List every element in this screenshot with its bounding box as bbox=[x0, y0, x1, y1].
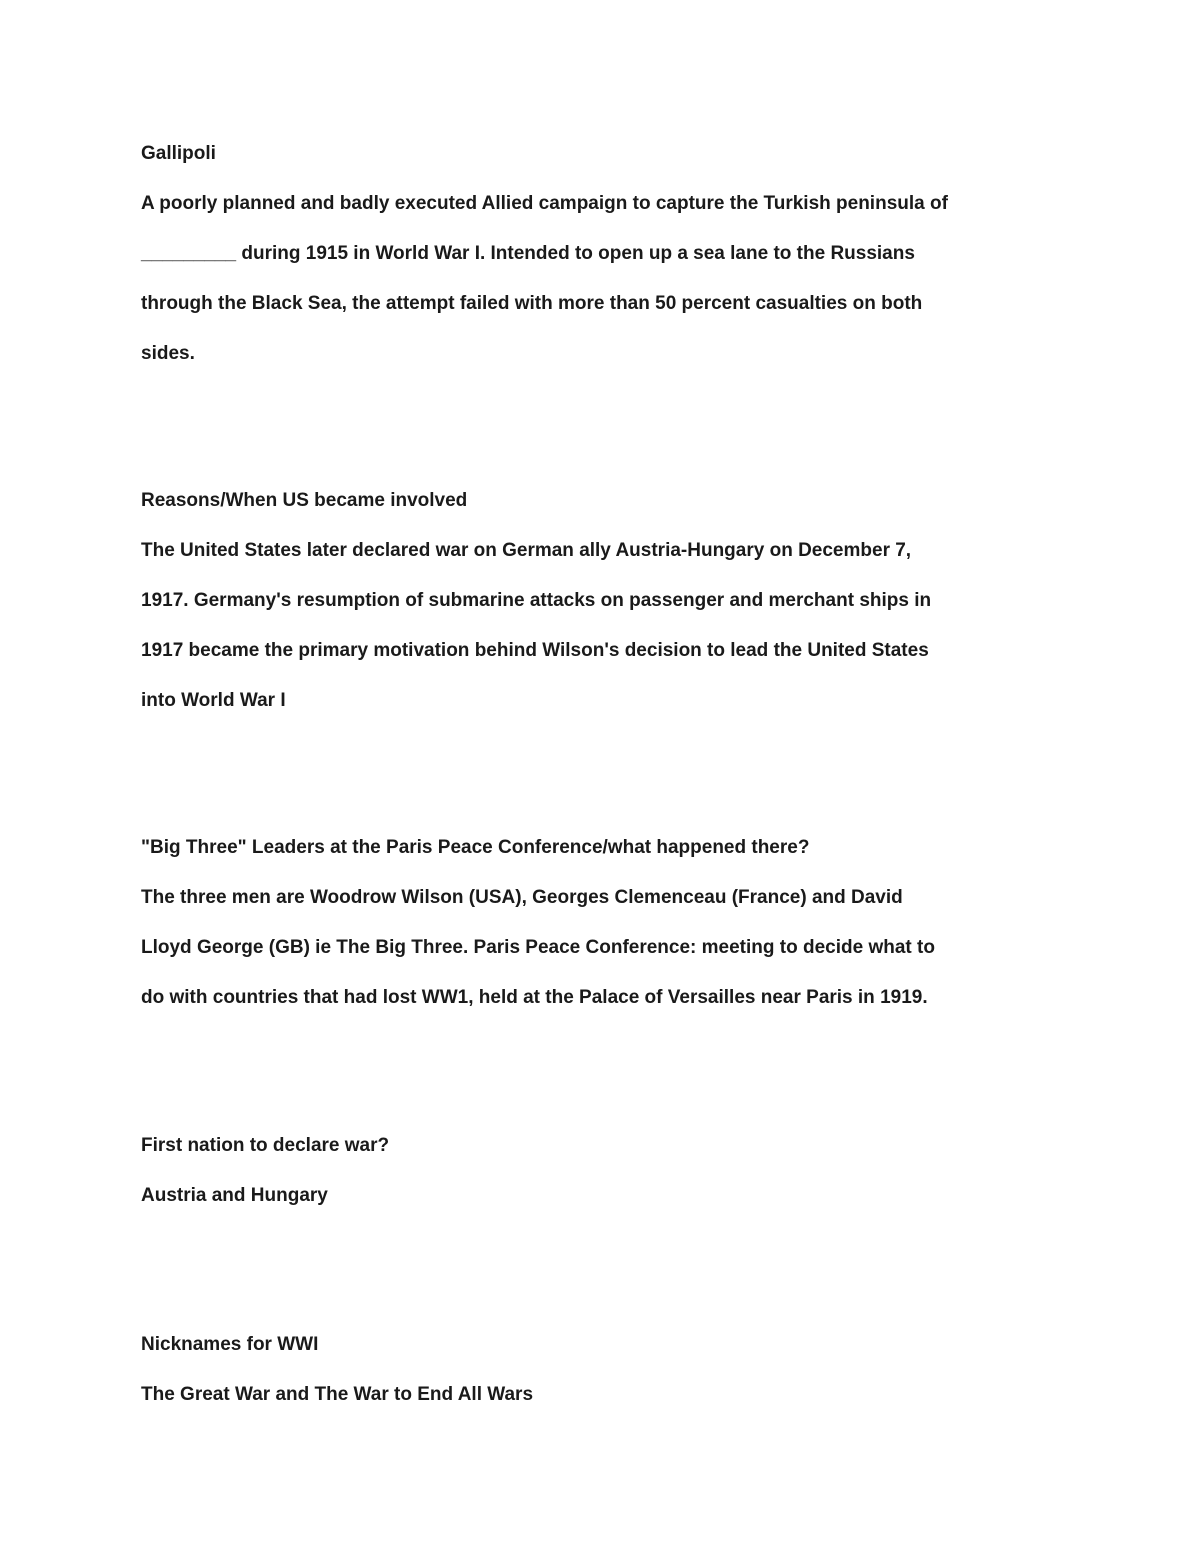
section-heading-us-involvement: Reasons/When US became involved bbox=[141, 490, 468, 511]
section-body-line: 1917 became the primary motivation behind Wilson's decision to lead the United States bbox=[141, 640, 929, 661]
section-body-line: Austria and Hungary bbox=[141, 1185, 328, 1206]
section-body-line: The Great War and The War to End All Wars bbox=[141, 1384, 534, 1405]
section-body-line: The three men are Woodrow Wilson (USA), Georges Clemenceau (France) and David bbox=[141, 887, 903, 908]
section-body-line: through the Black Sea, the attempt failed with more than 50 percent casualties on both bbox=[141, 293, 923, 314]
section-heading-nicknames: Nicknames for WWI bbox=[141, 1334, 319, 1355]
section-body-line: A poorly planned and badly executed Allied campaign to capture the Turkish peninsula of bbox=[141, 193, 948, 214]
section-heading-first-nation: First nation to declare war? bbox=[141, 1135, 390, 1156]
section-body-line: 1917. Germany's resumption of submarine attacks on passenger and merchant ships in bbox=[141, 590, 932, 611]
section-body-line: The United States later declared war on German ally Austria-Hungary on December 7, bbox=[141, 540, 912, 561]
section-heading-big-three: "Big Three" Leaders at the Paris Peace Conference/what happened there? bbox=[141, 837, 810, 858]
section-body-line: _________ during 1915 in World War I. Intended to open up a sea lane to the Russians bbox=[141, 243, 915, 264]
section-body-line: do with countries that had lost WW1, held at the Palace of Versailles near Paris in 1919. bbox=[141, 987, 928, 1008]
section-body-line: into World War I bbox=[141, 690, 286, 711]
section-heading-gallipoli: Gallipoli bbox=[141, 143, 216, 164]
section-body-line: Lloyd George (GB) ie The Big Three. Paris Peace Conference: meeting to decide what to bbox=[141, 937, 935, 958]
section-body-line: sides. bbox=[141, 343, 195, 364]
